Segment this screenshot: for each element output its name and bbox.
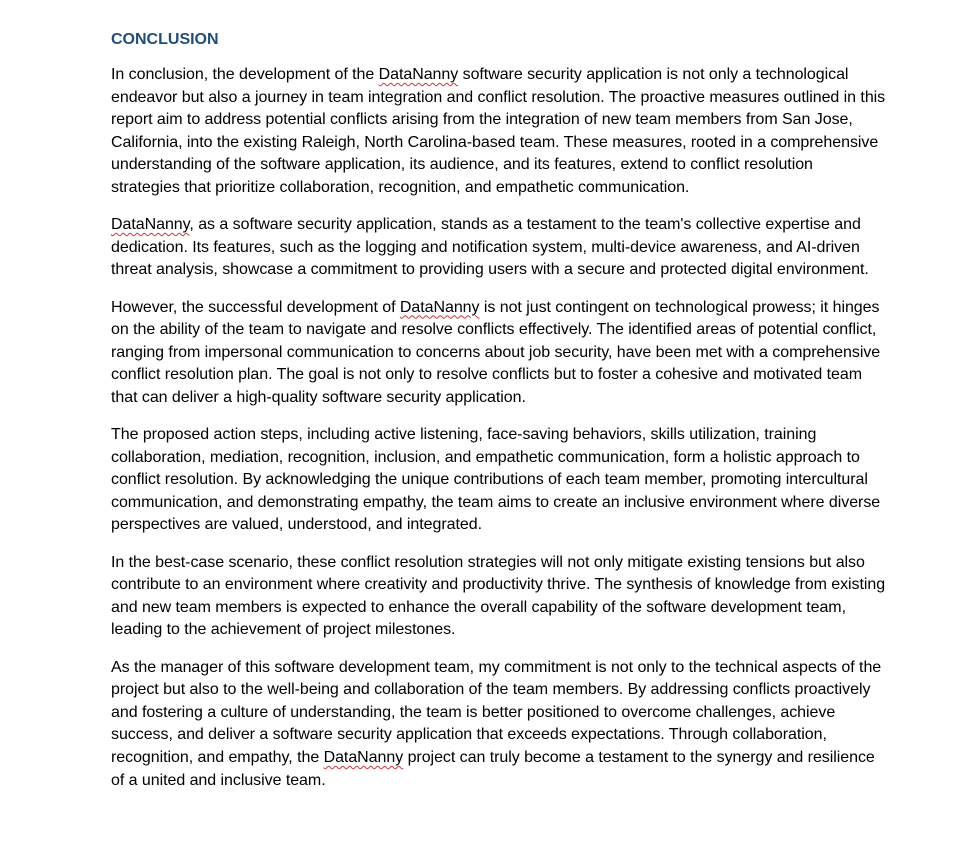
paragraph-6 <box>111 657 886 793</box>
misspelled-word[interactable]: DataNanny <box>399 298 480 316</box>
paragraph-text: software security application is not only a technological endeavor but also a journey in team integration and conflict resolution. The proactive measures outlined in this report aim to address potential conflicts arising from the integration of new team members from San Jose, California, into the existing Raleigh, North Carolina-based team. These measures, rooted in a comprehensive understanding of the software application, its audience, and its features, extend to conflict resolution strategies that prioritize collaboration, recognition, and empathetic communication. <box>111 66 886 196</box>
paragraph-4: The proposed action steps, including active listening, face-saving behaviors, skills utilization, training collaboration, mediation, recognition, inclusion, and empathetic communication, form a holistic approach to conflict resolution. By acknowledging the unique contributions of each team member, promoting intercultural communication, and demonstrating empathy, the team aims to create an inclusive environment where diverse perspectives are valued, understood, and integrated. <box>111 426 881 534</box>
misspelled-word[interactable]: DataNanny <box>323 749 404 766</box>
paragraph-text: project can truly become a testament to the synergy and resilience of a united and inclusive team. <box>111 749 875 789</box>
paragraph-1 <box>111 64 886 200</box>
paragraph-text: , as a software security application, stands as a testament to the team's collective expertise and dedication. Its features, such as the logging and notification system, multi-device awareness, and AI-driven threat analysis, showcase a commitment to providing users with a secure and protected digital environment. <box>111 216 869 279</box>
paragraph-3 <box>111 297 886 410</box>
paragraph-text: However, the successful development of <box>111 298 400 316</box>
misspelled-word[interactable]: DataNanny <box>111 216 190 234</box>
paragraph-text: In conclusion, the development of the <box>111 66 379 83</box>
paragraph-text: is not just contingent on technological prowess; it hinges on the ability of the team to navigate and resolve conflicts effectively. The identified areas of potential conflict, ranging from impersonal communication to concerns about job security, have been met with a comprehensive conflict resolution plan. The goal is not only to resolve conflicts but to foster a cohesive and motivated team that can deliver a high-quality software security application. <box>111 298 881 406</box>
misspelled-word[interactable]: DataNanny <box>378 66 459 83</box>
section-heading: CONCLUSION <box>111 31 219 48</box>
document-page <box>111 30 886 807</box>
paragraph-2 <box>111 214 886 282</box>
paragraph-text: As the manager of this software development team, my commitment is not only to the technical aspects of the project but also to the well-being and collaboration of the team members. By addressing conflicts proactively and fostering a culture of understanding, the team is better positioned to overcome challenges, achieve success, and deliver a software security application that exceeds expectations. Through collaboration, recognition, and empathy, the <box>111 658 882 766</box>
paragraph-5: In the best-case scenario, these conflict resolution strategies will not only mitigate existing tensions but also contribute to an environment where creativity and productivity thrive. The synthesis of knowledge from existing and new team members is expected to enhance the overall capability of the software development team, leading to the achievement of project milestones. <box>111 553 886 639</box>
